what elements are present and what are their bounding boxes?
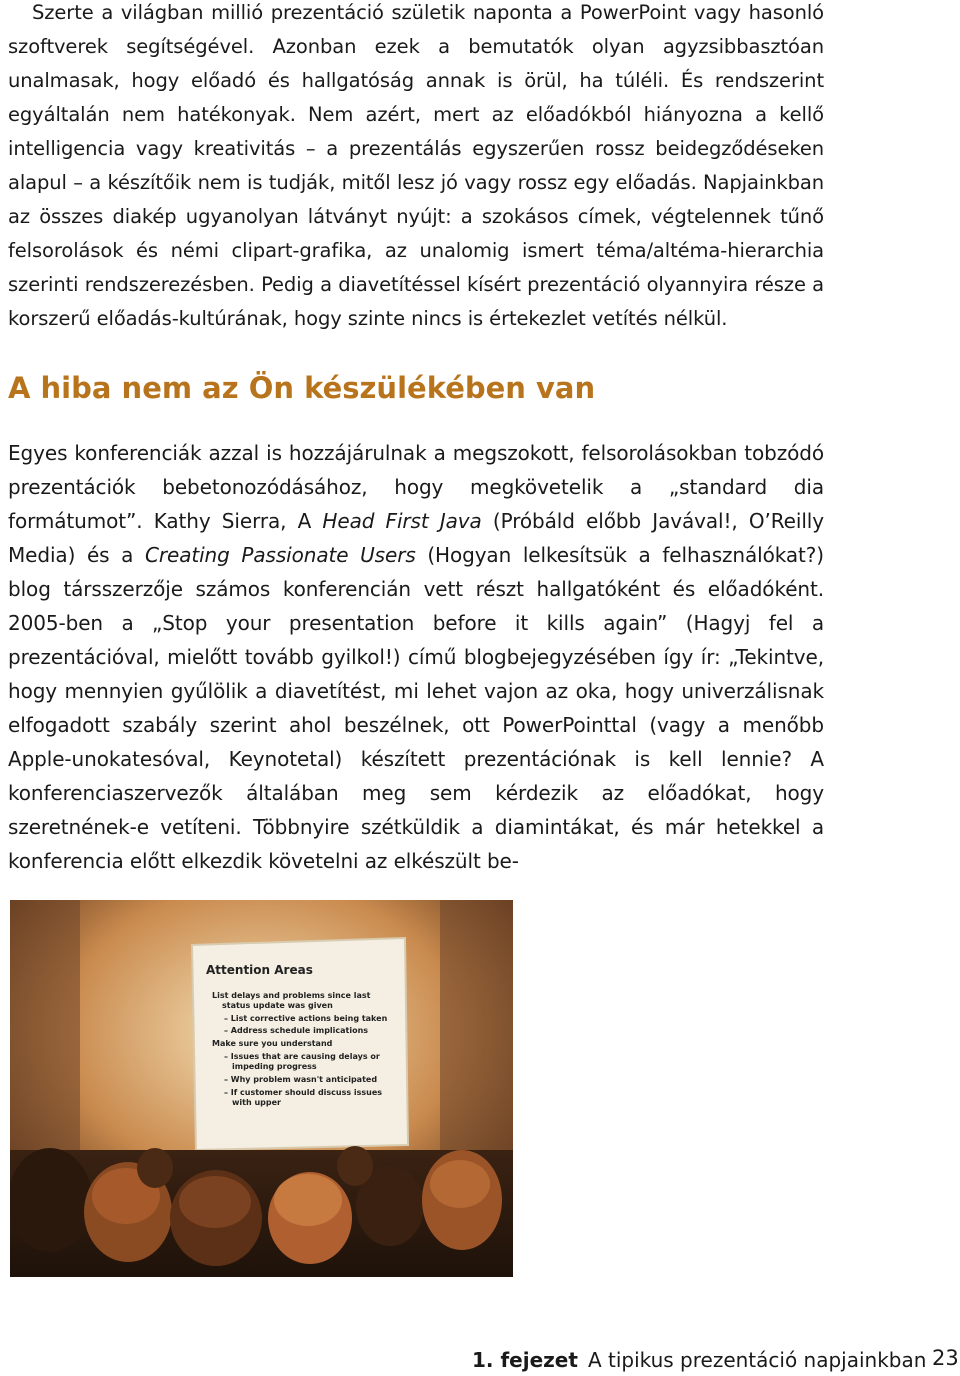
conference-photo — [10, 900, 513, 1277]
blog-title: Creating Passionate Users — [145, 543, 416, 567]
slide-line: – Issues that are causing delays or — [224, 1052, 380, 1061]
intro-paragraph: Szerte a világban millió prezentáció születik naponta a PowerPoint vagy hasonló szoftverek segítségével. Azonban ezek a bemutatók olyan agyzsibbasztóan unalmasak, hogy előadó és hallgatóság annak is örül, ha túléli. És rendszerint egyáltalán nem hatékonyak. Nem azért, mert az előadókból hiányozna a kellő intelligencia vagy kreativitás – a prezentálás egyszerűen rossz beidegződéseken alapul – a készítőik nem is tudják, mitől lesz jó vagy rossz egy előadás. Napjainkban az összes diakép ugyanolyan látványt nyújt: a szokásos címek, végtelennek tűnő felsorolások és némi clipart-grafika, az unalomig ismert téma/altéma-hierarchia szerinti rendszerezésben. Pedig a diavetítéssel kísért prezentáció olyannyira része a korszerű előadás-kultúrának, hogy szinte nincs is értekezlet vetítés nélkül. — [8, 1, 824, 330]
chapter-title: A tipikus prezentáció napjainkban — [587, 1348, 927, 1372]
body-paragraph — [8, 436, 824, 878]
book-title: Head First Java — [322, 509, 482, 533]
slide-line: – If customer should discuss issues — [224, 1088, 383, 1097]
slide-line: List delays and problems since last — [212, 991, 371, 1000]
slide-line: impeding progress — [232, 1062, 317, 1071]
body-text-1: Egyes konferenciák azzal is hozzájárulnak a megszokott, felsorolásokban tobzódó prezentációk bebetonozódásához, hogy megkövetelik a „standard dia formátumot”. Kathy Sierra, A — [8, 441, 824, 533]
slide-line: Make sure you understand — [212, 1039, 333, 1048]
conference-photo-illustration — [10, 900, 513, 1277]
page-footer — [472, 1345, 926, 1375]
page-number: 23 — [932, 1346, 959, 1370]
section-heading: A hiba nem az Ön készülékében van — [8, 371, 596, 405]
body-text-2: (Próbáld előbb Javával!, O’Reilly Media) és a — [8, 509, 824, 567]
slide-title: Attention Areas — [206, 963, 313, 977]
slide-line: with upper — [232, 1098, 281, 1107]
slide-line: – Address schedule implications — [224, 1026, 369, 1035]
chapter-label: 1. fejezet — [472, 1348, 578, 1372]
slide-line: – List corrective actions being taken — [224, 1014, 388, 1023]
body-text-3: (Hogyan lelkesítsük a felhasználókat?) blog társszerzője számos konferencián vett részt hallgatóként és előadóként. 2005-ben a „Stop your presentation before it kills again” (Hagyj fel a prezentációval, mielőtt tovább gyilkol!) című blogbejegyzésében így ír: „Tekintve, hogy mennyien gyűlölik a diavetítést, mi lehet vajon az oka, hogy univerzálisnak elfogadott szabály szerint ahol beszélnek, ott PowerPointtal (vagy a menőbb Apple-unokatesóval, Keynotetal) készített prezentációnak is kell lennie? A konferenciaszervezők általában meg sem kérdezik az előadókat, hogy szeretnének-e vetíteni. Többnyire szétküldik a diamintákat, és már hetekkel a konferencia előtt elkezdik követelni az elkészült be- — [8, 543, 824, 873]
slide-line: status update was given — [222, 1001, 333, 1010]
slide-line: – Why problem wasn't anticipated — [224, 1075, 378, 1084]
